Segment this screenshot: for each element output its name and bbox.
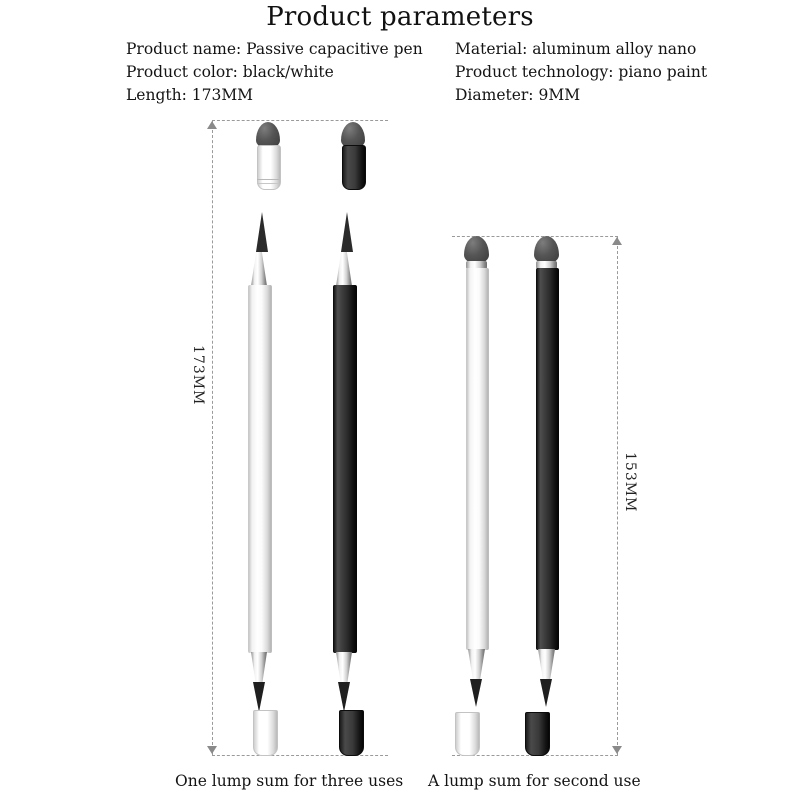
graphite-tip-bottom-icon: [470, 679, 482, 707]
pen-barrel-white: [466, 268, 489, 650]
black-bottom-cap-1: [339, 710, 364, 756]
metal-cone-bottom: [336, 652, 352, 684]
white-bottom-cap-2: [455, 712, 480, 756]
arrow-right-up-icon: [612, 237, 622, 245]
metal-cone-top: [336, 252, 352, 286]
spec-length: Length: 173MM: [126, 86, 254, 104]
pen-barrel-black: [536, 268, 559, 650]
arrow-left-up-icon: [207, 121, 217, 129]
spec-list-right: [455, 38, 707, 107]
white-pen-cap-with-rubber-tip: [253, 122, 283, 188]
dimension-label-173mm: 173MM: [190, 345, 206, 406]
white-bottom-cap-1: [253, 710, 278, 756]
graphite-tip-bottom-icon: [338, 682, 350, 712]
metal-cone-bottom: [538, 649, 555, 681]
rubber-dome-tip-icon: [464, 236, 489, 263]
white-capacitive-pen-short: [458, 236, 504, 702]
page-title: Product parameters: [266, 2, 534, 32]
arrow-right-down-icon: [612, 746, 622, 754]
black-bottom-cap-2: [525, 712, 550, 756]
cap-ring-line: [257, 183, 279, 184]
guide-line-right-vertical: [617, 236, 618, 755]
white-capacitive-pen-long: [240, 212, 286, 702]
dimension-label-153mm: 153MM: [622, 452, 638, 513]
rubber-dome-tip-icon: [534, 236, 559, 263]
black-pen-cap-with-rubber-tip: [338, 122, 368, 188]
black-capacitive-pen-short: [528, 236, 574, 702]
caption-left-group: One lump sum for three uses: [175, 772, 404, 790]
graphite-tip-top-icon: [341, 212, 353, 252]
spec-diameter: Diameter: 9MM: [455, 86, 581, 104]
spec-product-name: Product name: Passive capacitive pen: [126, 40, 423, 58]
graphite-tip-top-icon: [256, 212, 268, 252]
spec-material: Material: aluminum alloy nano: [455, 40, 697, 58]
metal-cone-bottom: [251, 652, 267, 684]
graphite-tip-bottom-icon: [540, 679, 552, 707]
guide-line-left-vertical: [212, 120, 213, 755]
spec-list-left: [126, 38, 423, 107]
guide-line-left-top: [212, 120, 388, 121]
guide-line-left-bottom: [212, 755, 388, 756]
metal-cone-top: [251, 252, 267, 286]
metal-cone-bottom: [468, 649, 485, 681]
black-capacitive-pen-long: [325, 212, 371, 702]
cap-body-black: [342, 145, 366, 190]
arrow-left-down-icon: [207, 746, 217, 754]
pen-barrel-white: [248, 285, 272, 653]
cap-ring-line: [257, 179, 279, 180]
graphite-tip-bottom-icon: [253, 682, 265, 712]
spec-technology: Product technology: piano paint: [455, 63, 708, 81]
spec-product-color: Product color: black/white: [126, 63, 334, 81]
pen-barrel-black: [333, 285, 357, 653]
caption-right-group: A lump sum for second use: [428, 772, 641, 790]
